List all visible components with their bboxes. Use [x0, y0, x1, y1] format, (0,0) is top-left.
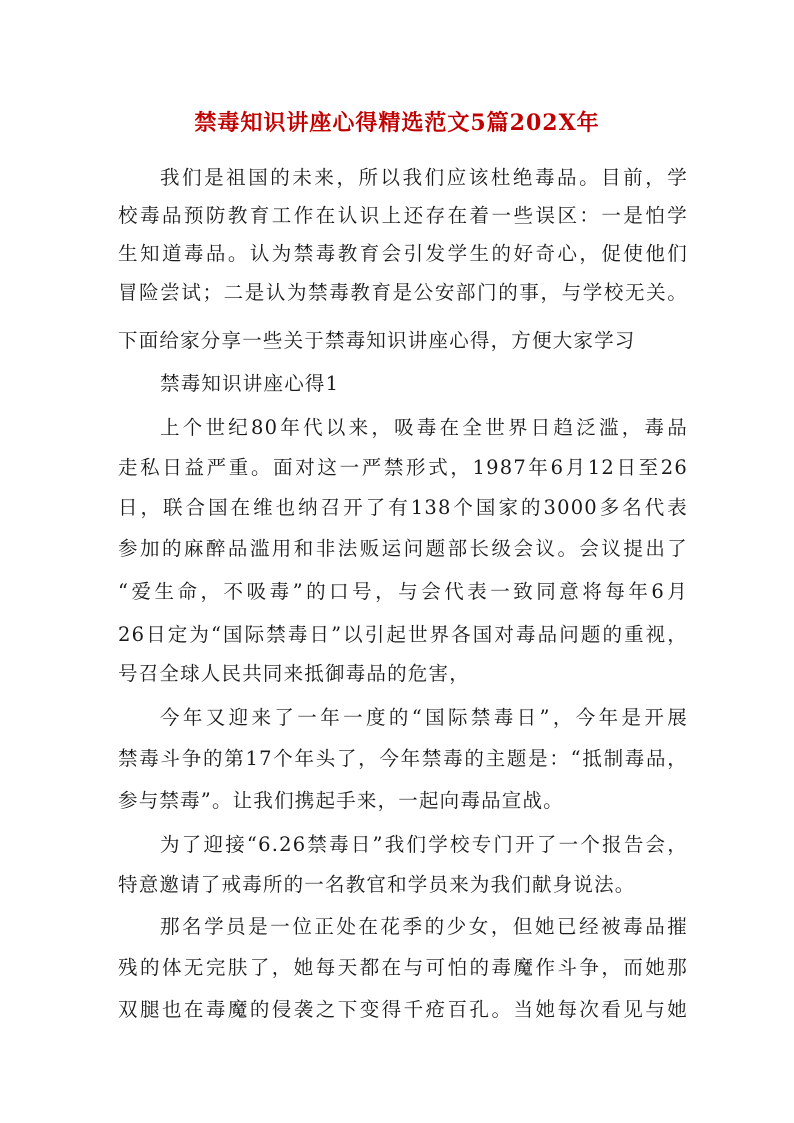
paragraph-line: 双腿也在毒魔的侵袭之下变得千疮百孔。当她每次看见与她: [118, 998, 688, 1021]
paragraph-line: 我们是祖国的未来，所以我们应该杜绝毒品。目前，学: [160, 166, 688, 189]
paragraph-line: 走私日益严重。面对这一严禁形式，1987年6月12日至26: [118, 456, 688, 479]
paragraph-line: 那名学员是一位正处在花季的少女，但她已经被毒品摧: [160, 915, 688, 938]
paragraph-line: 禁毒斗争的第17个年头了，今年禁毒的主题是：“抵制毒品，: [118, 747, 688, 770]
section-heading: 禁毒知识讲座心得1: [160, 372, 340, 395]
paragraph-line: 残的体无完肤了，她每天都在与可怕的毒魔作斗争，而她那: [118, 956, 688, 979]
paragraph-line: 日，联合国在维也纳召开了有138个国家的3000多名代表: [118, 496, 688, 519]
paragraph-line: 冒险尝试；二是认为禁毒教育是公安部门的事，与学校无关。: [118, 281, 688, 304]
paragraph-line: 校毒品预防教育工作在认识上还存在着一些误区：一是怕学: [118, 204, 688, 227]
paragraph-line: 生知道毒品。认为禁毒教育会引发学生的好奇心，促使他们: [118, 242, 688, 265]
document-title: 禁毒知识讲座心得精选范文5篇202X年: [194, 110, 600, 136]
paragraph-line: 特意邀请了戒毒所的一名教官和学员来为我们献身说法。: [118, 873, 636, 896]
paragraph-line: 上个世纪80年代以来，吸毒在全世界日趋泛滥，毒品: [160, 416, 688, 439]
paragraph-line: 参与禁毒”。让我们携起手来，一起向毒品宣战。: [118, 789, 564, 812]
paragraph-line: 为了迎接“6.26禁毒日”我们学校专门开了一个报告会，: [160, 833, 688, 856]
paragraph-line: 下面给家分享一些关于禁毒知识讲座心得，方便大家学习: [118, 329, 636, 352]
paragraph-line: 今年又迎来了一年一度的“国际禁毒日”，今年是开展: [160, 706, 688, 729]
paragraph-line: 号召全球人民共同来抵御毒品的危害，: [118, 662, 470, 685]
paragraph-line: 26日定为“国际禁毒日”以引起世界各国对毒品问题的重视，: [118, 623, 688, 646]
paragraph-line: 参加的麻醉品滥用和非法贩运问题部长级会议。会议提出了: [118, 537, 688, 560]
paragraph-line: “爱生命，不吸毒”的口号，与会代表一致同意将每年6月: [118, 580, 688, 603]
